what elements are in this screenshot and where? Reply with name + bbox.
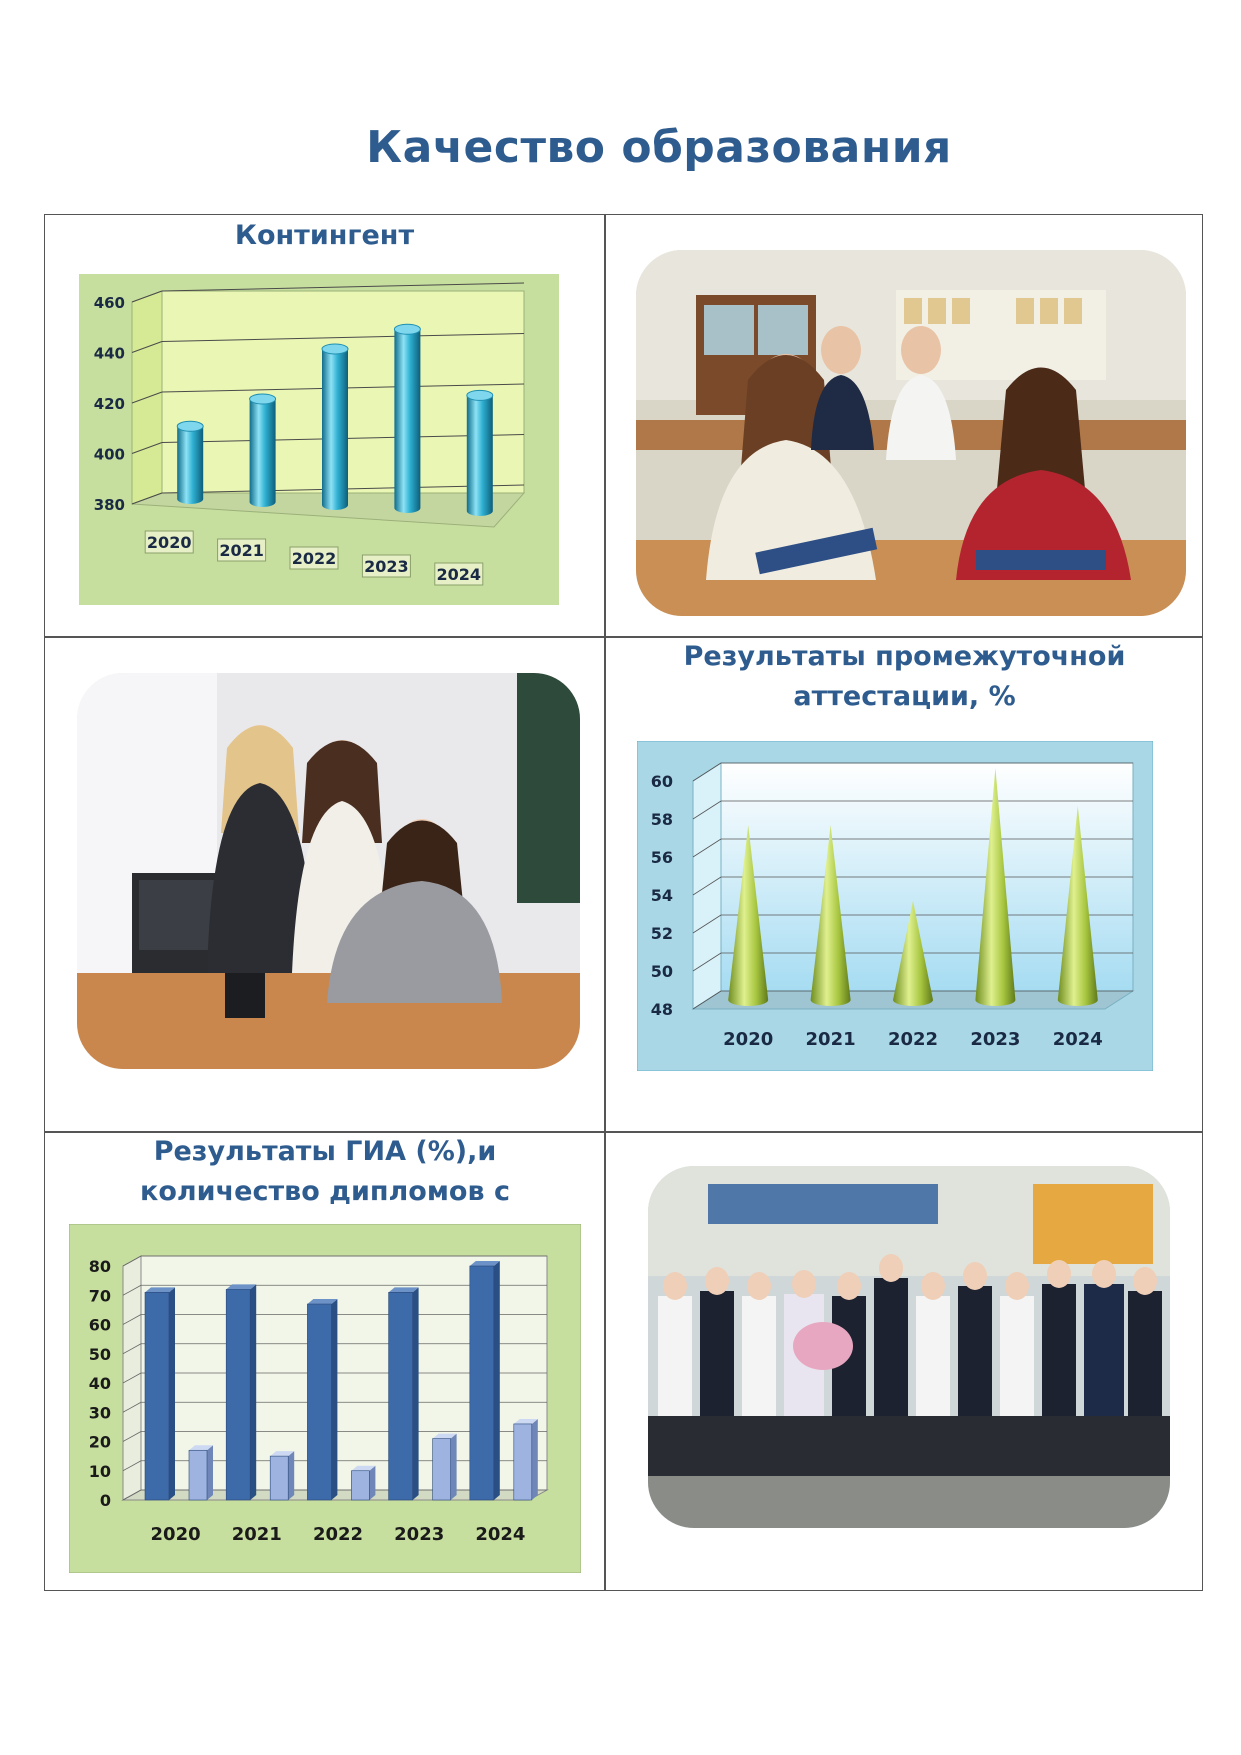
y-tick-label: 52 <box>650 924 673 943</box>
x-tick-label: 2024 <box>1052 1029 1103 1050</box>
bar <box>514 1424 532 1500</box>
bar <box>226 1289 250 1500</box>
photo-graduation-group <box>648 1166 1170 1528</box>
x-tick-label: 2022 <box>887 1029 939 1050</box>
chart-attestation <box>637 741 1153 1075</box>
bar-side <box>169 1287 175 1500</box>
bar <box>389 1292 413 1500</box>
bar-top <box>250 394 276 404</box>
bar <box>307 1304 331 1500</box>
y-tick-label: 0 <box>99 1491 111 1510</box>
x-tick-label: 2020 <box>723 1029 774 1050</box>
x-tick-label: 2021 <box>805 1029 856 1050</box>
x-tick-label: 2023 <box>394 1524 445 1545</box>
chart-contingent-svg <box>79 274 559 605</box>
cell-gia <box>45 1132 604 1590</box>
x-tick-label: 2021 <box>219 541 264 560</box>
bar <box>177 426 203 504</box>
bar <box>322 349 348 510</box>
y-tick-label: 40 <box>88 1374 111 1393</box>
bar <box>189 1450 207 1500</box>
y-tick-label: 54 <box>650 886 673 905</box>
chart-gia-svg <box>69 1224 581 1573</box>
cell-photo-classroom <box>605 215 1204 636</box>
y-tick-label: 50 <box>88 1344 111 1364</box>
y-tick-label: 48 <box>650 1000 673 1019</box>
y-tick-label: 58 <box>650 810 673 829</box>
x-tick-label: 2023 <box>364 557 409 576</box>
bar <box>250 399 276 507</box>
bar-side <box>413 1287 419 1500</box>
bar-side <box>494 1261 500 1500</box>
x-tick-label: 2020 <box>146 533 192 552</box>
cell-contingent <box>45 215 604 636</box>
bar <box>270 1456 288 1500</box>
y-tick-label: 10 <box>88 1461 111 1481</box>
chart-attestation-svg <box>637 741 1153 1071</box>
y-tick-label: 460 <box>93 294 125 312</box>
x-tick-label: 2024 <box>475 1524 526 1545</box>
x-tick-label: 2021 <box>231 1524 282 1545</box>
bar <box>145 1292 169 1500</box>
chart-title-attestation: Результаты промежуточной аттестации, % <box>683 641 1126 712</box>
chart-title-contingent: Контингент <box>234 220 415 251</box>
y-tick-label: 380 <box>93 496 125 514</box>
bar-side <box>369 1466 375 1500</box>
bar <box>394 329 420 513</box>
page-title: Качество образования <box>366 122 952 173</box>
x-tick-label: 2023 <box>970 1029 1021 1050</box>
x-tick-label: 2022 <box>312 1524 364 1545</box>
bar-side <box>288 1451 294 1500</box>
y-tick-label: 50 <box>650 962 673 981</box>
y-tick-label: 30 <box>88 1403 111 1423</box>
chart-gia <box>69 1224 581 1577</box>
bar-top <box>322 344 348 354</box>
bar-side <box>250 1284 256 1500</box>
bar-top <box>177 421 203 431</box>
cell-photo-office <box>45 637 604 1131</box>
bar <box>351 1471 369 1500</box>
bar <box>467 395 493 516</box>
bar-side <box>451 1434 457 1500</box>
bar <box>470 1266 494 1500</box>
y-tick-label: 400 <box>93 445 125 464</box>
chart-title-gia: Результаты ГИА (%),и количество дипломов с <box>140 1136 510 1207</box>
chart-contingent <box>79 274 559 609</box>
y-tick-label: 420 <box>93 395 125 413</box>
layout-table <box>44 214 1203 1591</box>
y-tick-label: 70 <box>88 1286 111 1306</box>
bar-side <box>532 1419 538 1500</box>
y-tick-label: 60 <box>88 1315 111 1335</box>
bar-side <box>207 1445 213 1500</box>
photo-students-office <box>77 673 580 1069</box>
cell-attestation <box>605 637 1204 1131</box>
bar-top <box>394 324 420 334</box>
y-tick-label: 56 <box>650 848 673 867</box>
photo-students-classroom <box>636 250 1186 616</box>
bar <box>433 1439 451 1500</box>
x-tick-label: 2022 <box>291 549 337 568</box>
x-tick-label: 2020 <box>150 1524 201 1545</box>
bar-top <box>467 390 493 400</box>
y-tick-label: 20 <box>88 1432 111 1452</box>
x-tick-label: 2024 <box>436 565 482 584</box>
y-tick-label: 80 <box>88 1257 111 1276</box>
cell-photo-graduation <box>605 1132 1204 1590</box>
y-tick-label: 60 <box>650 772 673 791</box>
y-tick-label: 440 <box>93 344 125 363</box>
bar-side <box>331 1299 337 1500</box>
